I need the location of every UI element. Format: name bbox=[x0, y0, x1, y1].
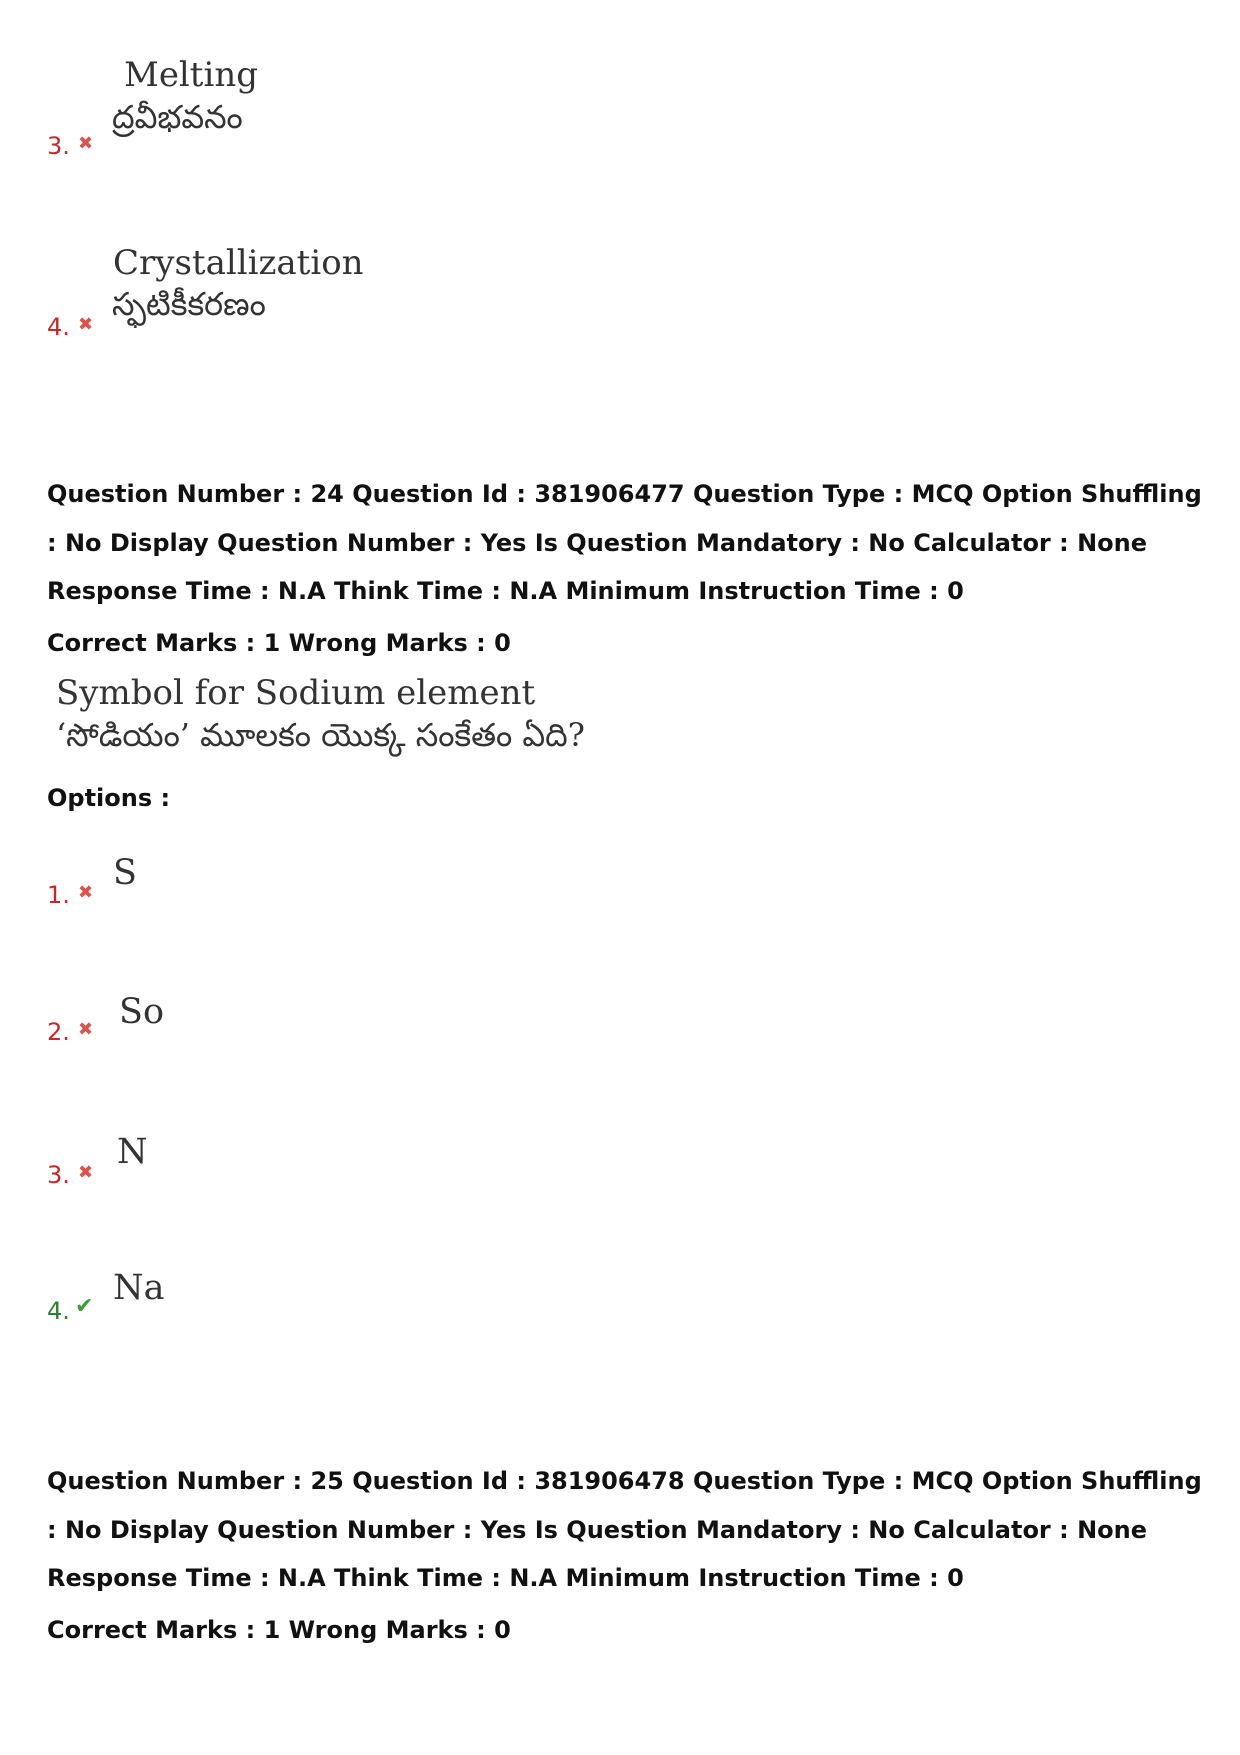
cross-icon: ✖ bbox=[78, 314, 94, 335]
question-text-te: ‘సోడియం’ మూలకం యొక్క సంకేతం ఏది? bbox=[56, 716, 585, 754]
question-marks: Correct Marks : 1 Wrong Marks : 0 bbox=[47, 629, 511, 657]
option-text: S bbox=[113, 853, 137, 893]
option-number: 1. bbox=[47, 881, 70, 909]
option-number: 3. bbox=[47, 1161, 70, 1189]
question-meta: Question Number : 24 Question Id : 381906477 Question Type : MCQ Option Shuffling : No Display Question Number : Yes Is Question Mandatory : No Calculator : None Response Time : N.A Think Time : N.A Minimum Instruction Time : 0 bbox=[47, 480, 1202, 605]
option-number: 3. bbox=[47, 132, 70, 160]
option-text-te: ద్రవీభవనం bbox=[112, 98, 243, 136]
option-number: 4. bbox=[47, 313, 70, 341]
option-text-en: Crystallization bbox=[113, 243, 364, 283]
option-text-te: స్ఫటికీకరణం bbox=[112, 285, 266, 323]
cross-icon: ✖ bbox=[78, 882, 94, 903]
option-number: 4. bbox=[47, 1297, 70, 1325]
option-text: So bbox=[119, 992, 165, 1032]
check-icon: ✔ bbox=[75, 1294, 94, 1319]
question-text-en: Symbol for Sodium element bbox=[56, 673, 536, 713]
option-text: N bbox=[117, 1132, 148, 1172]
option-text-en: Melting bbox=[124, 55, 259, 95]
cross-icon: ✖ bbox=[78, 1162, 94, 1183]
question-marks: Correct Marks : 1 Wrong Marks : 0 bbox=[47, 1616, 511, 1644]
cross-icon: ✖ bbox=[78, 1019, 94, 1040]
option-number: 2. bbox=[47, 1018, 70, 1046]
option-text: Na bbox=[113, 1268, 165, 1308]
question-meta: Question Number : 25 Question Id : 381906478 Question Type : MCQ Option Shuffling : No Display Question Number : Yes Is Question Mandatory : No Calculator : None Response Time : N.A Think Time : N.A Minimum Instruction Time : 0 bbox=[47, 1467, 1202, 1592]
options-label: Options : bbox=[47, 784, 171, 812]
cross-icon: ✖ bbox=[78, 133, 94, 154]
